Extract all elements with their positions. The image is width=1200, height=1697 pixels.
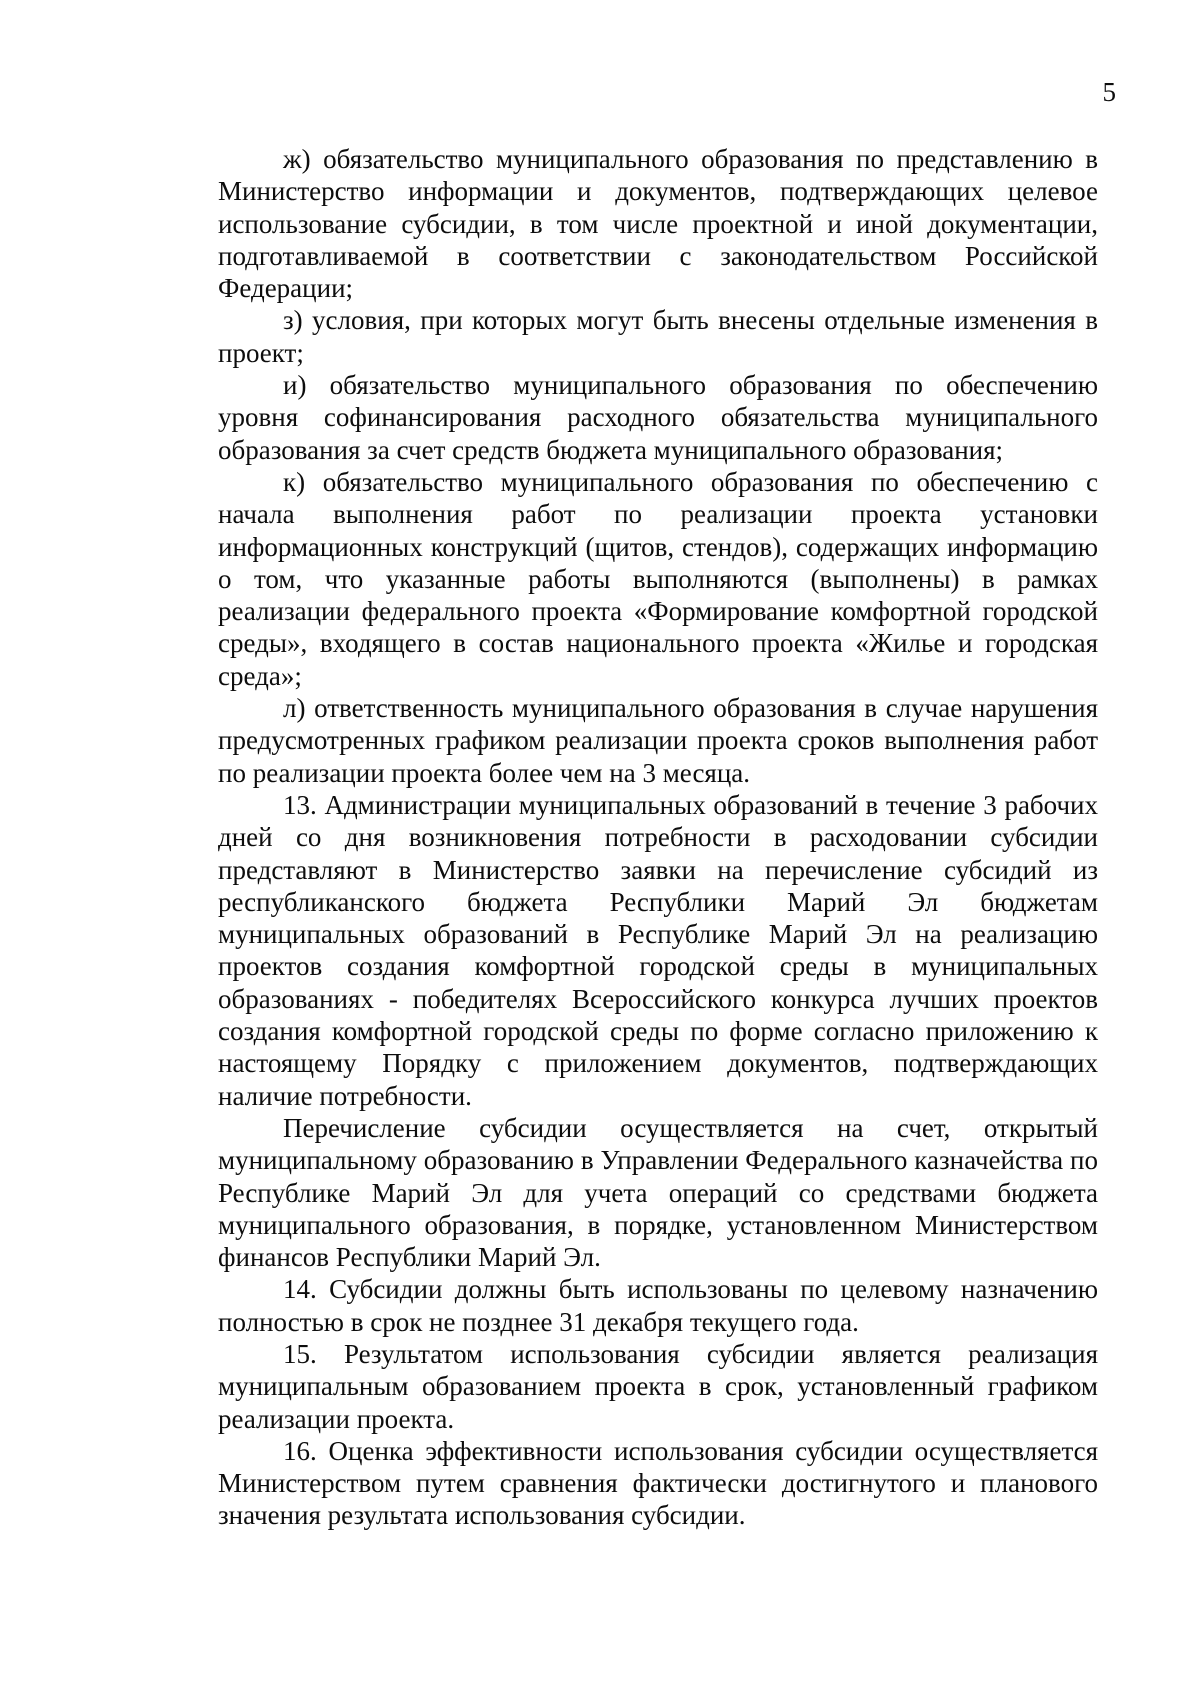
paragraph-15: 15. Результатом использования субсидии является реализация муниципальным образованием проекта в срок, установленный графиком реализации проекта. [218,1338,1098,1434]
paragraph-k: к) обязательство муниципального образования по обеспечению с начала выполнения работ по реализации проекта установки информационных конструкций (щитов, стендов), содержащих информацию о том, что указанные работы выполняются (выполнены) в рамках реализации федерального проекта «Формирование комфортной городской среды», входящего в состав национального проекта «Жилье и городская среда»; [218,466,1098,691]
paragraph-i: и) обязательство муниципального образования по обеспечению уровня софинансирования расходного обязательства муниципального образования за счет средств бюджета муниципального образования; [218,370,1098,465]
paragraph-14: 14. Субсидии должны быть использованы по целевому назначению полностью в срок не позднее 31 декабря текущего года. [218,1274,1098,1337]
page-number: 5 [1102,77,1116,107]
paragraph-z: з) условия, при которых могут быть внесены отдельные изменения в проект; [218,305,1098,368]
paragraph-zh: ж) обязательство муниципального образования по представлению в Министерство информации и документов, подтверждающих целевое использование субсидии, в том числе проектной и иной документации, подготавливаемой в соответствии с законодательством Российской Федерации; [218,144,1098,304]
paragraph-13: 13. Администрации муниципальных образований в течение 3 рабочих дней со дня возникновения потребности в расходовании субсидии представляют в Министерство заявки на перечисление субсидий из республиканского бюджета Республики Марий Эл бюджетам муниципальных образований в Республике Марий Эл на реализацию проектов создания комфортной городской среды в муниципальных образованиях - победителях Всероссийского конкурса лучших проектов создания комфортной городской среды по форме согласно приложению к настоящему Порядку с приложением документов, подтверждающих наличие потребности. [218,789,1098,1111]
document-body [218,143,1098,1532]
paragraph-transfer: Перечисление субсидии осуществляется на счет, открытый муниципальному образованию в Управлении Федерального казначейства по Республике Марий Эл для учета операций со средствами бюджета муниципального образования, в порядке, установленном Министерством финансов Республики Марий Эл. [218,1112,1098,1273]
paragraph-16: 16. Оценка эффективности использования субсидии осуществляется Министерством путем сравнения фактически достигнутого и планового значения результата использования субсидии. [218,1435,1098,1531]
paragraph-l: л) ответственность муниципального образования в случае нарушения предусмотренных графиком реализации проекта сроков выполнения работ по реализации проекта более чем на 3 месяца. [218,693,1098,788]
